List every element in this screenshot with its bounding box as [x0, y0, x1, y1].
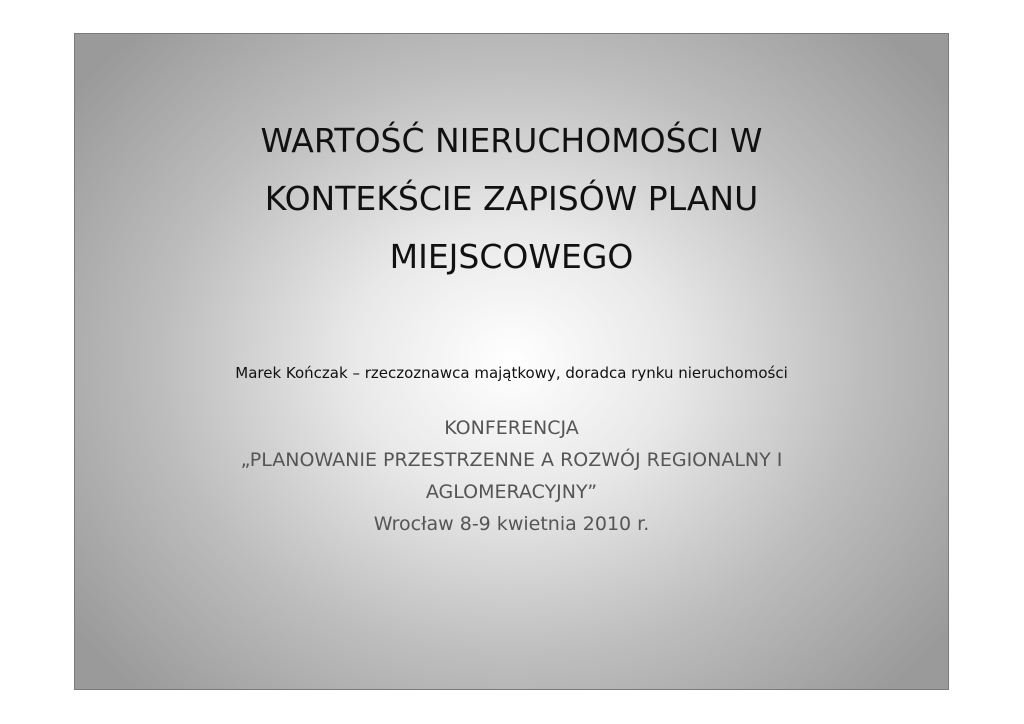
author-line: Marek Kończak – rzeczoznawca majątkowy, doradca rynku nieruchomości	[235, 364, 788, 382]
title-line-3: MIEJSCOWEGO	[389, 237, 634, 276]
conference-place-date: Wrocław 8-9 kwietnia 2010 r.	[373, 513, 650, 535]
slide-title	[75, 112, 948, 286]
presentation-slide	[74, 33, 949, 690]
conference-name-line-2: AGLOMERACYJNY”	[425, 481, 598, 503]
title-line-2: KONTEKŚCIE ZAPISÓW PLANU	[264, 179, 759, 218]
conference-block	[75, 412, 948, 540]
title-line-1: WARTOŚĆ NIERUCHOMOŚCI W	[260, 121, 763, 160]
conference-label: KONFERENCJA	[444, 417, 579, 439]
conference-name-line-1: „PLANOWANIE PRZESTRZENNE A ROZWÓJ REGIONALNY I	[240, 449, 783, 471]
